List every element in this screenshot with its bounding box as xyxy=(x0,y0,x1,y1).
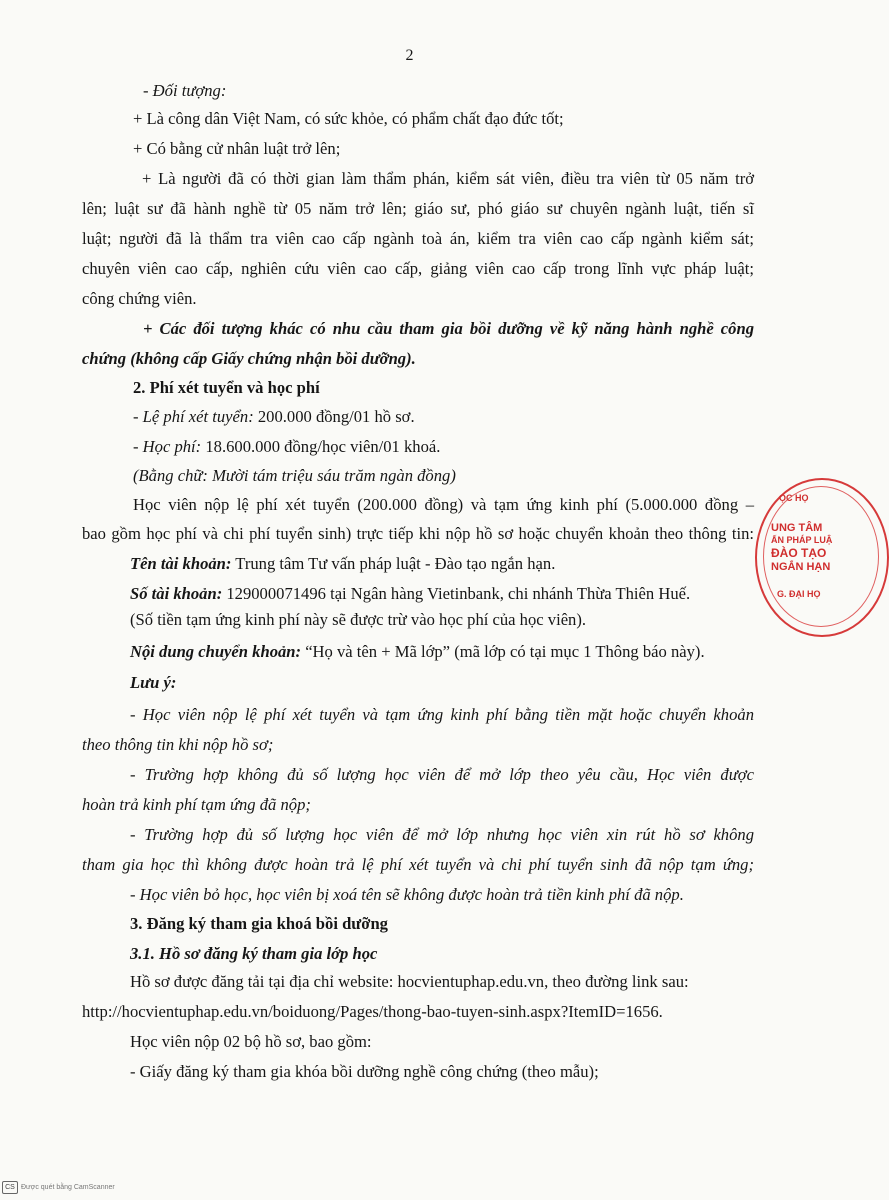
text-line: + Các đối tượng khác có nhu cầu tham gia bồi dưỡng về kỹ năng hành nghề công xyxy=(143,319,754,338)
stamp-text: ỌC HỌ xyxy=(779,493,809,503)
text-line: + Là người đã có thời gian làm thẩm phán, kiểm sát viên, điều tra viên từ 05 năm trở xyxy=(142,169,754,188)
stamp-text: NGẮN HẠN xyxy=(771,561,831,573)
stamp-text: UNG TÂM xyxy=(771,522,823,534)
text-line: Học viên nộp lệ phí xét tuyển (200.000 đồng) và tạm ứng kinh phí (5.000.000 đồng – xyxy=(133,495,754,514)
text-line: - Đối tượng: xyxy=(143,81,227,100)
camscanner-footer xyxy=(2,1181,115,1194)
label-text: - Học phí: xyxy=(133,437,202,456)
text-line: chứng (không cấp Giấy chứng nhận bồi dưỡng). xyxy=(82,349,416,368)
text-line: theo thông tin khi nộp hồ sơ; xyxy=(82,735,274,754)
text-line: Hồ sơ được đăng tải tại địa chỉ website: hocvientuphap.edu.vn, theo đường link sau: xyxy=(130,972,689,991)
text-line: hoàn trả kinh phí tạm ứng đã nộp; xyxy=(82,795,311,814)
link-text: http://hocvientuphap.edu.vn/boiduong/Pages/thong-bao-tuyen-sinh.aspx?ItemID=1656. xyxy=(82,1002,663,1021)
text-line xyxy=(130,553,754,575)
label-text: - Lệ phí xét tuyển: xyxy=(133,407,254,426)
stamp-text: ẤN PHÁP LUẬ xyxy=(771,535,833,545)
label-text: Nội dung chuyển khoản: xyxy=(130,642,302,661)
text-line: + Có bằng cử nhân luật trở lên; xyxy=(133,139,341,158)
value-text: Trung tâm Tư vấn pháp luật - Đào tạo ngắn hạn. xyxy=(231,554,556,573)
text-line: - Học viên nộp lệ phí xét tuyển và tạm ứng kinh phí bằng tiền mặt hoặc chuyển khoản xyxy=(130,705,754,724)
text-line: - Trường hợp không đủ số lượng học viên để mở lớp theo yêu cầu, Học viên được xyxy=(130,765,754,784)
text-line: Lưu ý: xyxy=(130,673,177,692)
text-line: tham gia học thì không được hoàn trả lệ phí xét tuyển và chi phí tuyển sinh đã nộp tạm ứng; xyxy=(82,855,754,874)
text-line: công chứng viên. xyxy=(82,289,197,308)
text-line: (Số tiền tạm ứng kinh phí này sẽ được trừ vào học phí của học viên). xyxy=(130,610,587,629)
value-text: 18.600.000 đồng/học viên/01 khoá. xyxy=(201,437,441,456)
text-line: bao gồm học phí và chi phí tuyển sinh) trực tiếp khi nộp hồ sơ hoặc chuyển khoản theo thông tin: xyxy=(82,524,754,543)
text-line: lên; luật sư đã hành nghề từ 05 năm trở lên; giáo sư, phó giáo sư chuyên ngành luật, tiến sĩ xyxy=(82,199,754,218)
subsection-heading: 3.1. Hồ sơ đăng ký tham gia lớp học xyxy=(130,944,378,963)
label-text: Tên tài khoản: xyxy=(130,554,232,573)
value-text: 129000071496 tại Ngân hàng Vietinbank, chi nhánh Thừa Thiên Huế. xyxy=(222,584,691,603)
text-line: - Trường hợp đủ số lượng học viên để mở lớp nhưng học viên xin rút hồ sơ không xyxy=(130,825,754,844)
text-line: + Là công dân Việt Nam, có sức khỏe, có phẩm chất đạo đức tốt; xyxy=(133,109,564,128)
text-line: chuyên viên cao cấp, nghiên cứu viên cao cấp, giảng viên cao cấp trong lĩnh vực pháp luật; xyxy=(82,259,754,278)
text-line: - Giấy đăng ký tham gia khóa bồi dưỡng nghề công chứng (theo mẫu); xyxy=(130,1062,599,1081)
label-text: Số tài khoản: xyxy=(130,584,223,603)
footer-text: Được quét bằng CamScanner xyxy=(21,1184,115,1191)
text-line: Học viên nộp 02 bộ hồ sơ, bao gồm: xyxy=(130,1032,372,1051)
text-line: luật; người đã là thẩm tra viên cao cấp ngành toà án, kiểm tra viên cao cấp ngành kiểm sát; xyxy=(82,229,754,248)
camscanner-logo-icon: CS xyxy=(2,1181,18,1194)
text-line xyxy=(130,583,754,605)
text-line: - Học viên bỏ học, học viên bị xoá tên sẽ không được hoàn trả tiền kinh phí đã nộp. xyxy=(130,885,684,904)
section-heading: 3. Đăng ký tham gia khoá bồi dưỡng xyxy=(130,914,388,933)
text-line xyxy=(133,406,754,428)
section-heading: 2. Phí xét tuyển và học phí xyxy=(133,378,320,397)
text-line: (Bằng chữ: Mười tám triệu sáu trăm ngàn đồng) xyxy=(133,466,456,485)
text-line xyxy=(133,436,754,458)
red-seal-stamp xyxy=(755,478,889,637)
text-line xyxy=(130,641,754,663)
stamp-text: ĐÀO TẠO xyxy=(771,546,827,560)
stamp-text: G. ĐẠI HỌ xyxy=(777,589,821,599)
value-text: “Họ và tên + Mã lớp” (mã lớp có tại mục 1 Thông báo này). xyxy=(301,642,705,661)
page-number: 2 xyxy=(405,47,414,64)
value-text: 200.000 đồng/01 hồ sơ. xyxy=(253,407,415,426)
